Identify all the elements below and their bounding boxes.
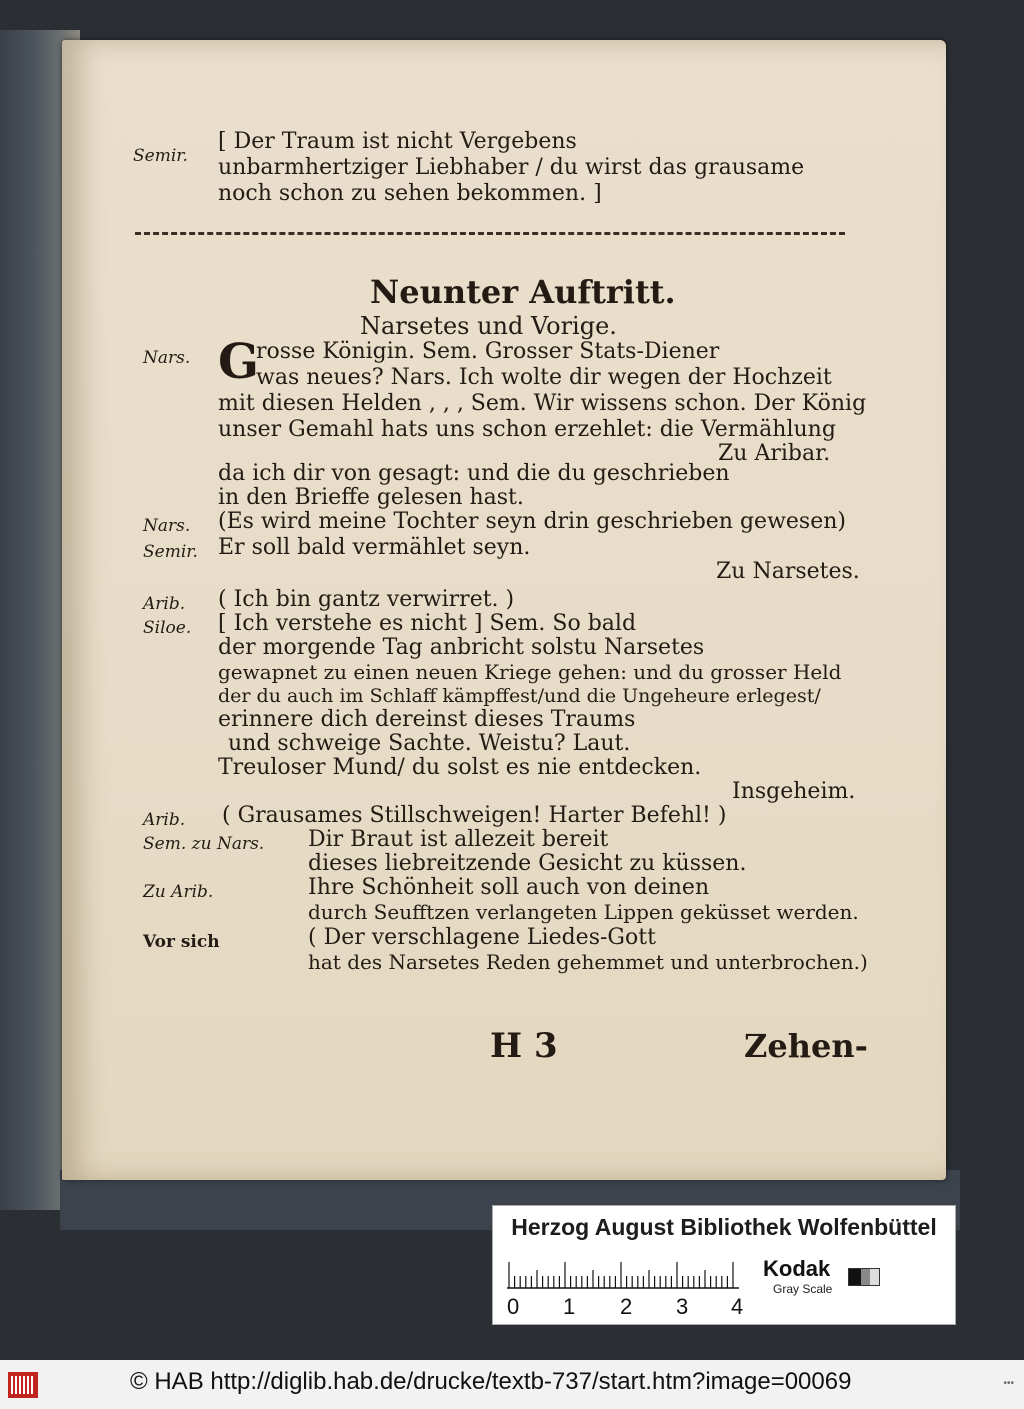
scale-number: 3 xyxy=(676,1294,689,1319)
text-line: hat des Narsetes Reden gehemmet und unterbrochen.) xyxy=(308,950,868,974)
text-line: und schweige Sachte. Weistu? Laut. xyxy=(228,731,631,756)
text-line: [ Ich verstehe es nicht ] Sem. So bald xyxy=(218,611,637,636)
stage-direction: Zu Narsetes. xyxy=(716,559,860,584)
text-line: gewapnet zu einen neuen Kriege gehen: und du grosser Held xyxy=(218,660,842,684)
kodak-logo: Kodak xyxy=(763,1256,831,1281)
gray-scale-label: Gray Scale xyxy=(773,1282,833,1296)
speaker-label: Nars. xyxy=(143,348,191,368)
hab-logo-icon xyxy=(8,1372,38,1398)
scale-ruler xyxy=(507,1258,747,1292)
text-line: Treuloser Mund/ du solst es nie entdecken. xyxy=(218,755,702,780)
footer-bar xyxy=(0,1360,1024,1409)
catchword: Zehen- xyxy=(744,1027,868,1065)
speaker-label: Nars. xyxy=(143,516,191,536)
text-line: in den Brieffe gelesen hast. xyxy=(218,485,524,510)
text-line: was neues? Nars. Ich wolte dir wegen der Hochzeit xyxy=(256,365,832,390)
speaker-label: Siloe. xyxy=(143,618,192,638)
scene-title: Neunter Auftritt. xyxy=(370,273,676,311)
speaker-label: Zu Arib. xyxy=(143,882,214,902)
text-line: Er soll bald vermählet seyn. xyxy=(218,535,531,560)
gray-swatch xyxy=(848,1268,880,1286)
text-line: erinnere dich dereinst dieses Traums xyxy=(218,707,636,732)
footer-dots-icon: ••• xyxy=(1003,1378,1014,1389)
library-name: Herzog August Bibliothek Wolfenbüttel xyxy=(511,1214,937,1240)
speaker-label: Semir. xyxy=(143,542,198,562)
text-line: da ich dir von gesagt: und die du geschrieben xyxy=(218,461,730,486)
speaker-label: Sem. zu Nars. xyxy=(143,834,265,854)
speaker-label: Semir. xyxy=(133,146,188,166)
scale-number: 1 xyxy=(563,1294,576,1319)
text-line: [ Der Traum ist nicht Vergebens xyxy=(218,129,577,154)
text-line: ( Grausames Stillschweigen! Harter Befehl! ) xyxy=(222,803,727,828)
speaker-label: Vor sich xyxy=(143,932,220,952)
text-line: rosse Königin. Sem. Grosser Stats-Diener xyxy=(256,339,720,364)
speaker-label: Arib. xyxy=(143,594,186,614)
scale-number: 2 xyxy=(620,1294,633,1319)
scale-number: 0 xyxy=(507,1294,520,1319)
text-line: durch Seufftzen verlangeten Lippen geküsset werden. xyxy=(308,900,859,924)
text-line: noch schon zu sehen bekommen. ] xyxy=(218,181,602,206)
text-line: ( Der verschlagene Liedes-Gott xyxy=(308,925,656,950)
text-line: unbarmhertziger Liebhaber / du wirst das grausame xyxy=(218,155,805,180)
calibration-card xyxy=(492,1205,956,1325)
text-line: mit diesen Helden , , , Sem. Wir wissens schon. Der König xyxy=(218,391,867,416)
text-line: unser Gemahl hats uns schon erzehlet: die Vermählung xyxy=(218,417,836,442)
text-line: der morgende Tag anbricht solstu Narsetes xyxy=(218,635,705,660)
text-line: ( Ich bin gantz verwirret. ) xyxy=(218,587,515,612)
text-line: Ihre Schönheit soll auch von deinen xyxy=(308,875,710,900)
text-line: der du auch im Schlaff kämpffest/und die Ungeheure erlegest/ xyxy=(218,685,821,707)
text-line: dieses liebreitzende Gesicht zu küssen. xyxy=(308,851,747,876)
text-line: (Es wird meine Tochter seyn drin geschrieben gewesen) xyxy=(218,509,846,534)
stage-direction: Insgeheim. xyxy=(732,779,856,804)
scale-number: 4 xyxy=(731,1294,744,1319)
signature-mark: H 3 xyxy=(490,1026,558,1066)
copyright-url: © HAB http://diglib.hab.de/drucke/textb-737/start.htm?image=00069 xyxy=(130,1368,852,1395)
drop-cap: G xyxy=(218,334,259,390)
section-divider xyxy=(135,232,845,235)
speaker-label: Arib. xyxy=(143,810,186,830)
stage-direction: Zu Aribar. xyxy=(718,441,831,466)
scene-subtitle: Narsetes und Vorige. xyxy=(360,312,617,340)
text-line: Dir Braut ist allezeit bereit xyxy=(308,827,609,852)
